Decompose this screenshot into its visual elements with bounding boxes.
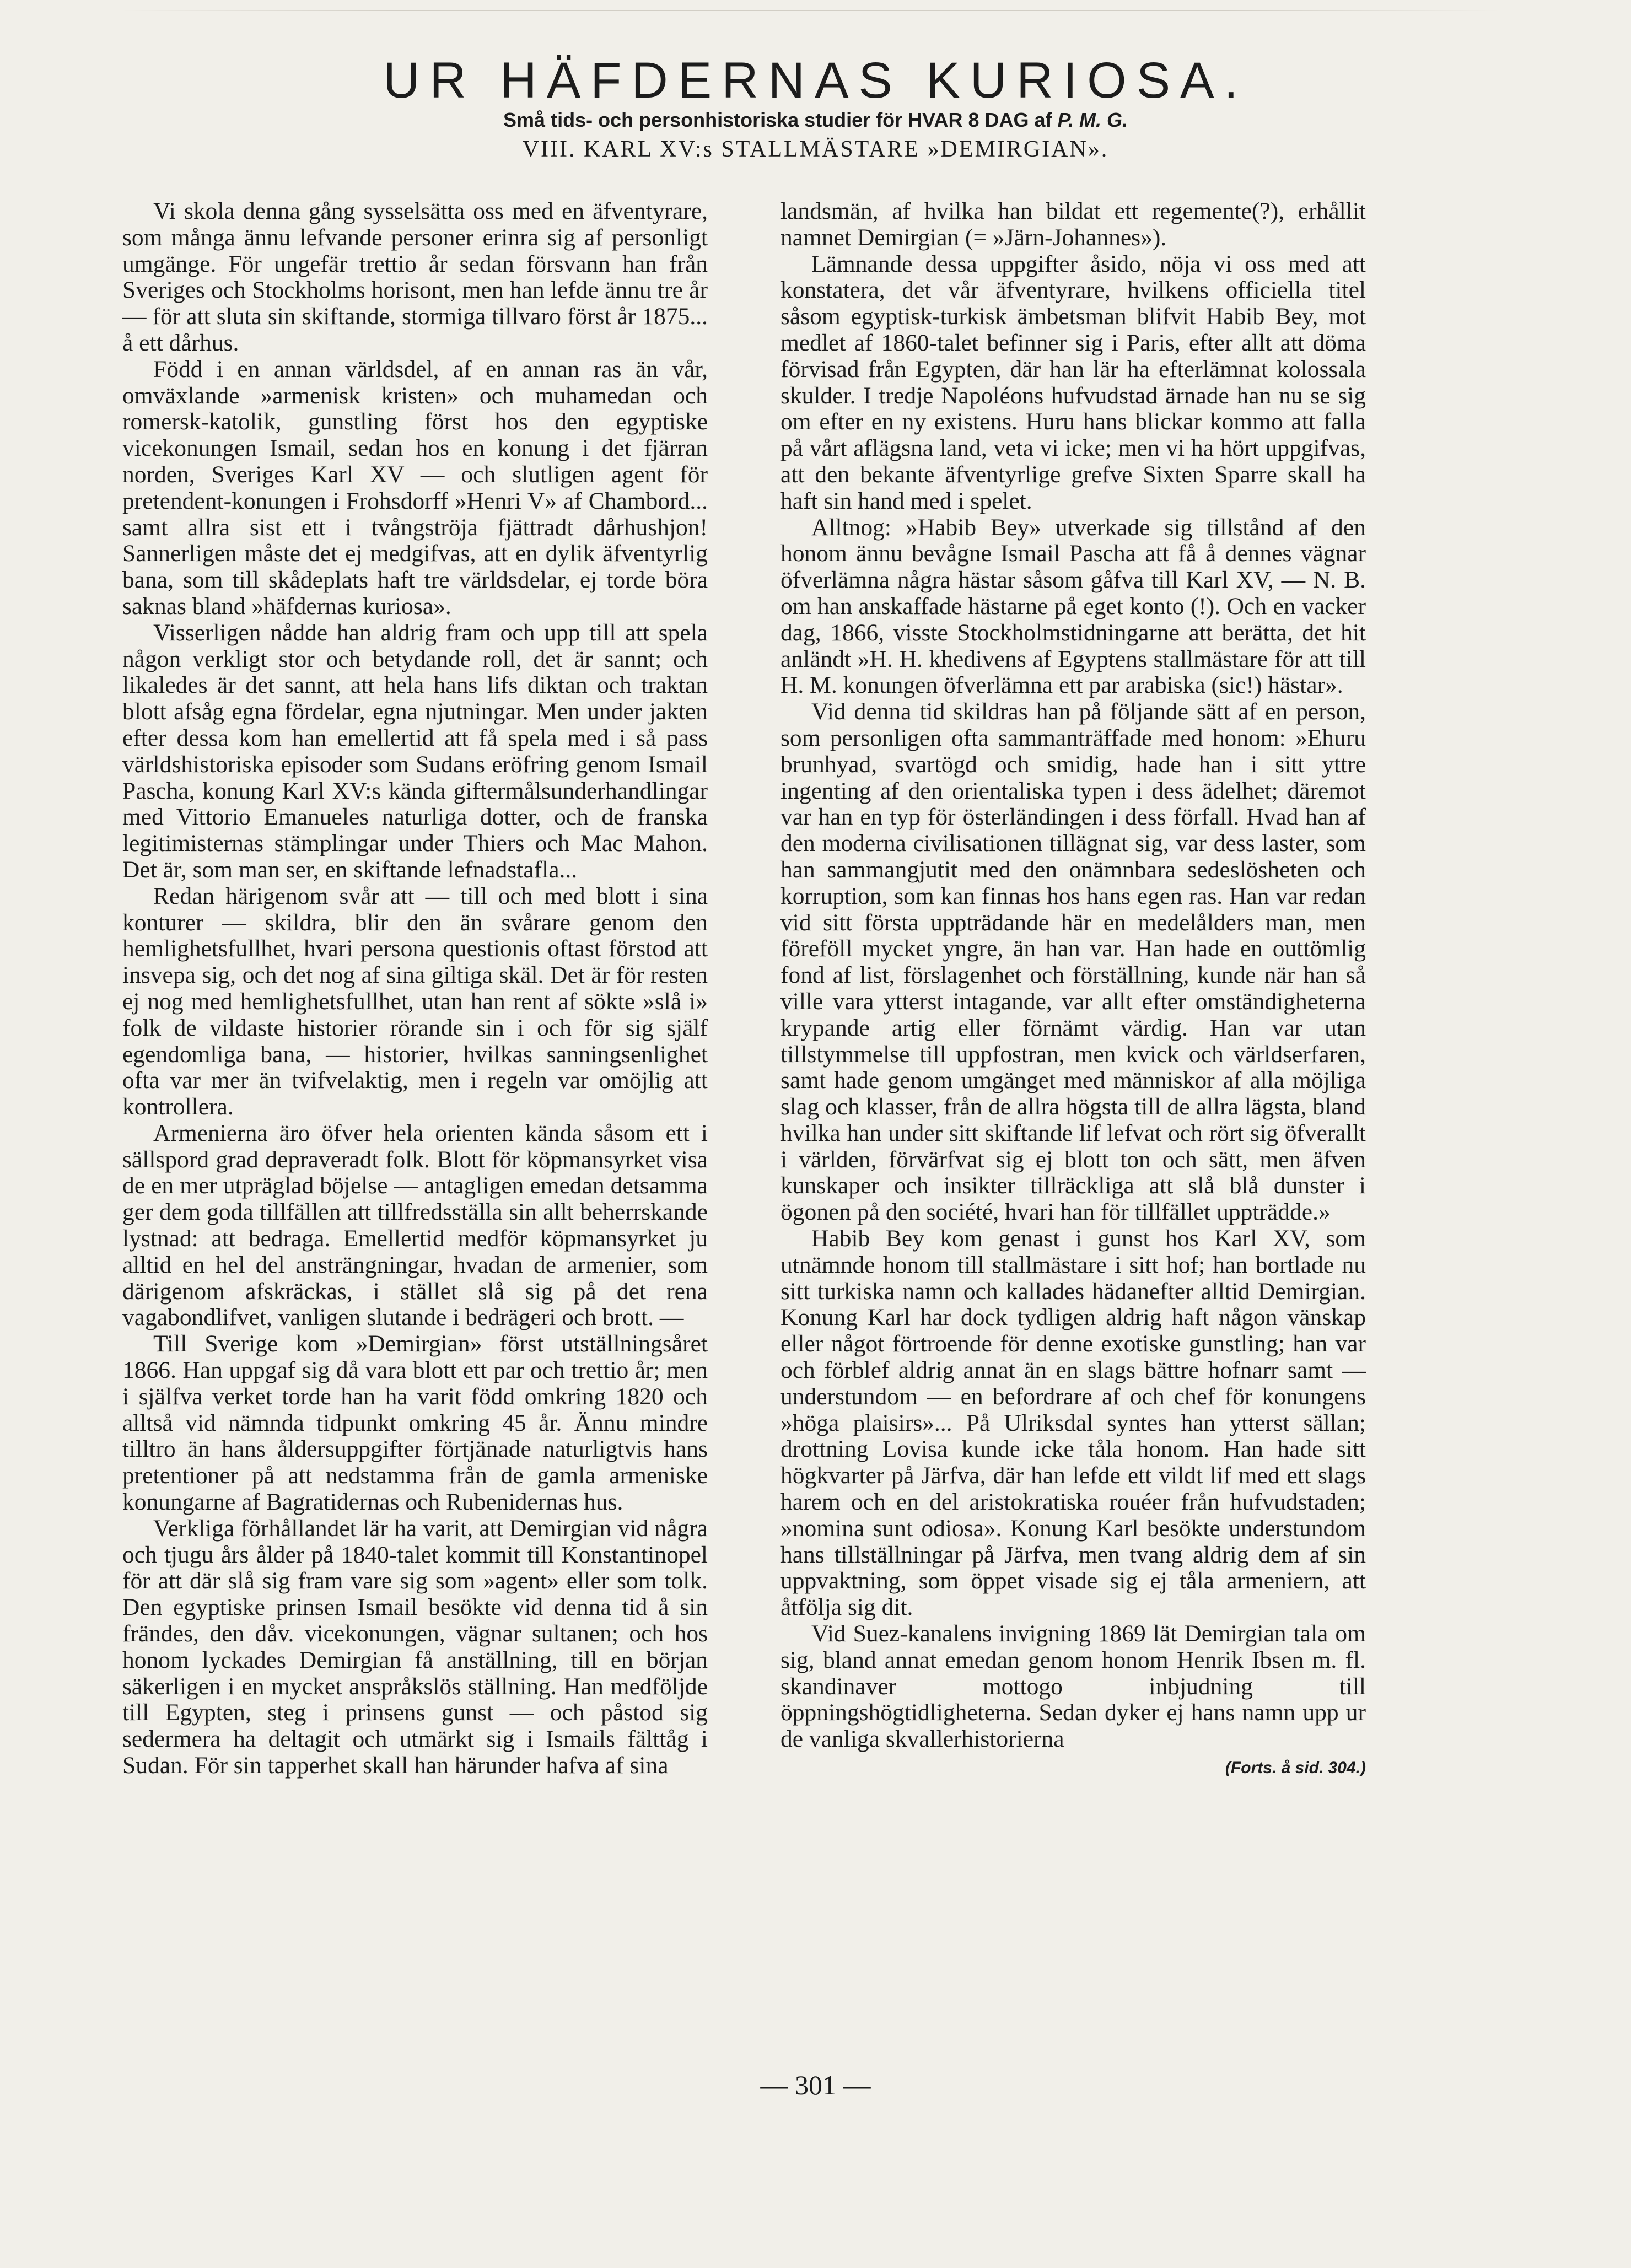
right-column xyxy=(780,198,1366,1781)
page-number: — 301 — xyxy=(760,2070,871,2100)
left-column xyxy=(122,198,708,1779)
author-initials: P. M. G. xyxy=(1057,109,1128,131)
subtitle-text: Små tids- och personhistoriska studier för HVAR 8 DAG af xyxy=(503,109,1052,131)
paragraph: Habib Bey kom genast i gunst hos Karl XV, som utnämnde honom till stallmästare i sitt hof; han bortlade nu sitt turkiska namn och kallades hädanefter alltid Demirgian. Konung Karl har dock tydligen aldrig haft någon vänskap eller något förtroende för denne exotiske gunstling; han var och förblef aldrig annat än en slags bättre hofnarr samt — understundom — en befordrare af och chef för konungens »höga plaisirs»... På Ulriksdal syntes han ytterst sällan; drottning Lovisa kunde icke tåla honom. Han hade sitt högkvarter på Järfva, där han lefde ett vildt lif med ett slags harem och en del aristokratiska rouéer från hufvudstaden; »nomina sunt odiosa». Konung Karl besökte understundom hans tillställningar på Järfva, men tvang aldrig dem af sin uppvaktning, som öppet visade sig ej tåla armeniern, att åtfölja sig dit. xyxy=(780,1225,1366,1621)
top-rule xyxy=(121,10,1499,11)
chapter-heading: VIII. KARL XV:s STALLMÄSTARE »DEMIRGIAN». xyxy=(522,137,1109,162)
paragraph: Alltnog: »Habib Bey» utverkade sig tillstånd af den honom ännu bevågne Ismail Pascha att få å dennes vägnar öfverlämna några hästar såsom gåfva till Karl XV, — N. B. om han anskaffade hästarne på eget konto (!). Och en vacker dag, 1866, visste Stockholmstidningarne att berätta, det hit anländt »H. H. khedivens af Egyptens stallmästare för att till H. M. konungen öfverlämna ett par arabiska (sic!) hästar». xyxy=(780,514,1366,699)
paragraph: Verkliga förhållandet lär ha varit, att Demirgian vid några och tjugu års ålder på 1840-talet kommit till Konstantinopel för att där slå sig fram vare sig som »agent» eller som tolk. Den egyptiske prinsen Ismail besökte vid denna tid å sin frändes, den dåv. vicekonungen, vägnar sultanen; och hos honom lyckades Demirgian få anställning, till en början säkerligen i en mycket anspråkslös ställning. Han medföljde till Egypten, steg i prinsens gunst — och påstod sig sedermera ha deltagit och utmärkt sig i Ismails fälttåg i Sudan. För sin tapperhet skall han härunder hafva af sina xyxy=(122,1515,708,1779)
paragraph: Armenierna äro öfver hela orienten kända såsom ett i sällspord grad depraveradt folk. Blott för köpmansyrket visa de en mer utpräglad böjelse — antagligen emedan detsamma ger dem goda tillfällen att tillfredsställa sin allt beherrskande lystnad: att bedraga. Emellertid medför köpmansyrket ju alltid en hel del ansträngningar, hvadan de armenier, som därigenom afskräckas, i stället slå sig på det rena vagabondlifvet, vanligen slutande i bedrägeri och brott. — xyxy=(122,1119,708,1331)
article-title: UR HÄFDERNAS KURIOSA. xyxy=(383,52,1248,109)
continuation-note: (Forts. å sid. 304.) xyxy=(1225,1759,1366,1777)
paragraph: landsmän, af hvilka han bildat ett regemente(?), erhållit namnet Demirgian (= »Järn-Johannes»). xyxy=(780,198,1366,251)
paragraph: Vid Suez-kanalens invigning 1869 lät Demirgian tala om sig, bland annat emedan genom honom Henrik Ibsen m. fl. skandinaver mottogo inbjudning till öppningshögtidligheterna. Sedan dyker ej hans namn upp ur de vanliga skvallerhistorierna xyxy=(780,1620,1366,1753)
paragraph: Redan härigenom svår att — till och med blott i sina konturer — skildra, blir den än svårare genom den hemlighetsfullhet, hvari persona questionis oftast förstod att insvepa sig, och det nog af sina giltiga skäl. Det är för resten ej nog med hemlighetsfullhet, utan han rent af sökte »slå i» folk de vildaste historier rörande sin i och för sig själf egendomliga bana, — historier, hvilkas sanningsenlighet ofta var mer än tvifvelaktig, men i regeln var omöjlig att kontrollera. xyxy=(122,882,708,1120)
paragraph: Född i en annan världsdel, af en annan ras än vår, omväxlande »armenisk kristen» och muhamedan och romersk-katolik, gunstling först hos den egyptiske vicekonungen Ismail, sedan hos en konung i det fjärran norden, Sveriges Karl XV — och slutligen agent för pretendent-konungen i Frohsdorff »Henri V» af Chambord... samt allra sist ett i tvångströja fjättradt dårhushjon! Sannerligen måste det ej medgifvas, att en dylik äfventyrlig bana, som till skådeplats haft tre världsdelar, ej torde böra saknas bland »häfdernas kuriosa». xyxy=(122,355,708,619)
article-subtitle xyxy=(0,110,1631,130)
paragraph: Visserligen nådde han aldrig fram och upp till att spela någon verkligt stor och betydande roll, det är sannt; och likaledes är det sannt, att hela hans lifs diktan och traktan blott afsåg egna fördelar, egna njutningar. Men under jakten efter dessa kom han emellertid att få spela med i så pass världshistoriska episoder som Sudans eröfring genom Ismail Pascha, konung Karl XV:s kända giftermålsunderhandlingar med Vittorio Emanueles naturliga dotter, och de franska legitimisternas stämplingar under Thiers och Mac Mahon. Det är, som man ser, en skiftande lefnadstafla... xyxy=(122,619,708,883)
paragraph: Vid denna tid skildras han på följande sätt af en person, som personligen ofta sammanträffade med honom: »Ehuru brunhyad, svartögd och smidig, hade han i sitt yttre ingenting af den orientaliska typen i dess ädelhet; däremot var han en typ för österländingen i dess förfall. Hvad han af den moderna civilisationen tillägnat sig, var dess laster, som han sammangjutit med den onämnbara sedeslösheten och korruption, som kan finnas hos hans egen ras. Han var redan vid sitt första uppträdande här en medelålders man, men föreföll mycket yngre, än han var. Han hade en outtömlig fond af list, förslagenhet och förställning, kunde när han så ville vara ytterst intagande, var allt efter omständigheterna krypande artig eller förnämt värdig. Han var utan tillstymmelse till uppfostran, men kvick och världserfaren, samt hade genom umgänget med människor af alla möjliga slag och klasser, från de allra högsta till de allra lägsta, bland hvilka han under sitt skiftande lif lefvat och rört sig öfverallt i världen, förvärfvat sig ej blott ton och sätt, men äfven kunskaper och insikter tillräckliga att slå blå dunster i ögonen på den société, hvari han för tillfället uppträdde.» xyxy=(780,698,1366,1226)
paragraph: Lämnande dessa uppgifter åsido, nöja vi oss med att konstatera, det vår äfventyrare, hvilkens officiella titel såsom egyptisk-turkisk ämbetsman blifvit Habib Bey, mot medlet af 1860-talet befinner sig i Paris, efter allt att döma förvisad från Egypten, där han lär ha efterlämnat kolossala skulder. I tredje Napoléons hufvudstad ärnade han nu se sig om efter en ny existens. Huru hans blickar kommo att falla på vårt aflägsna land, veta vi icke; men vi ha hört uppgifvas, att den bekante äfventyrlige grefve Sixten Sparre skall ha haft sin hand med i spelet. xyxy=(780,250,1366,514)
paragraph: Till Sverige kom »Demirgian» först utställningsåret 1866. Han uppgaf sig då vara blott ett par och trettio år; men i själfva verket torde han ha varit född omkring 1820 och alltså vid nämnda tidpunkt omkring 45 år. Ännu mindre tilltro än hans åldersuppgifter förtjänade naturligtvis hans pretentioner på att nedstamma från de gamla armeniske konungarne af Bagratidernas och Rubenidernas hus. xyxy=(122,1330,708,1516)
paragraph: Vi skola denna gång sysselsätta oss med en äfventyrare, som många ännu lefvande personer erinra sig af personligt umgänge. För ungefär trettio år sedan försvann han från Sveriges och Stockholms horisont, men han lefde ännu tre år — för att sluta sin skiftande, stormiga tillvaro först år 1875... å ett dårhus. xyxy=(122,198,708,356)
